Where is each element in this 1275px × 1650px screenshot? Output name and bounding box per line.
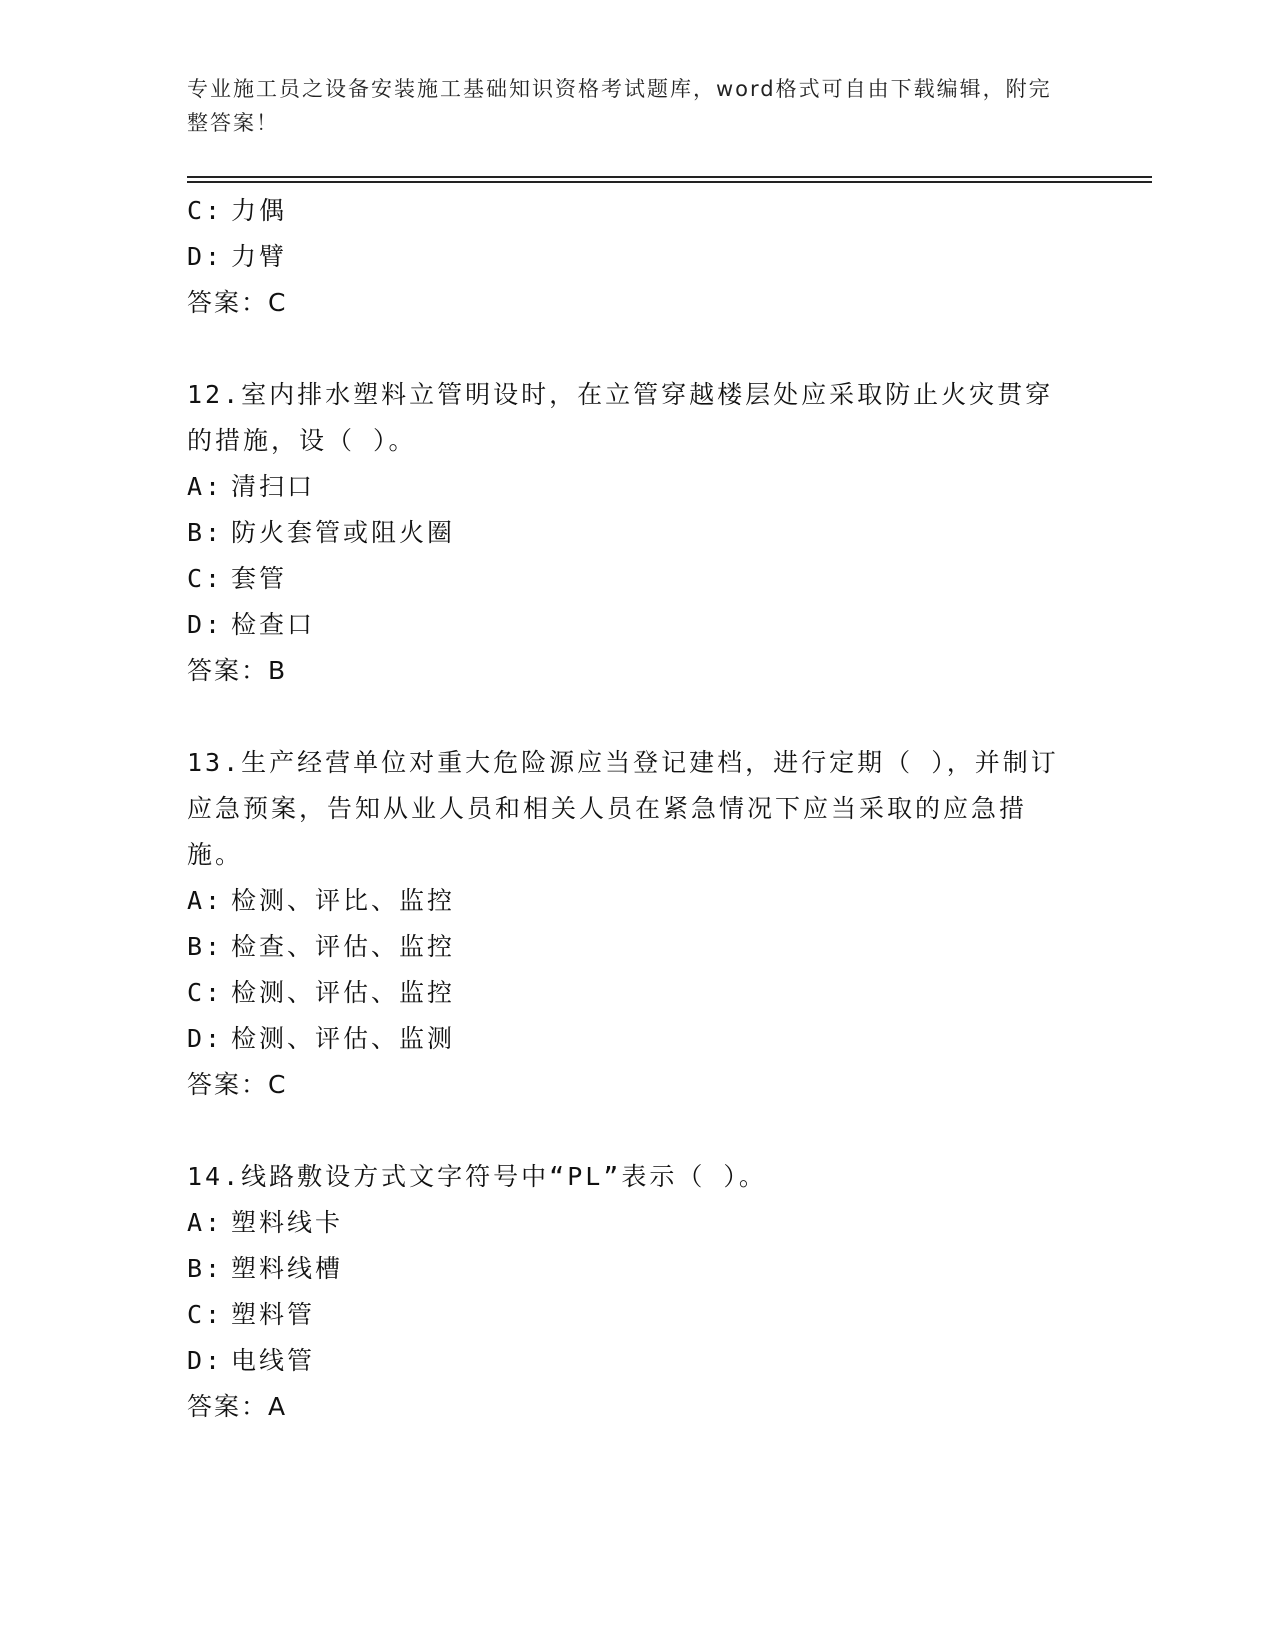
option-d bbox=[187, 602, 1087, 648]
option-letter: C: bbox=[187, 978, 224, 1007]
option-text: 检查口 bbox=[231, 610, 316, 639]
option-text: 检查、评估、监控 bbox=[231, 932, 456, 961]
option-text: 检测、评估、监控 bbox=[231, 978, 456, 1007]
option-d bbox=[187, 234, 1087, 280]
option-c bbox=[187, 970, 1087, 1016]
option-letter: D: bbox=[187, 242, 224, 271]
option-a bbox=[187, 878, 1087, 924]
option-c bbox=[187, 556, 1087, 602]
option-text: 塑料线卡 bbox=[231, 1208, 344, 1237]
option-letter: B: bbox=[187, 518, 224, 547]
question-list bbox=[187, 188, 1087, 1430]
answer: 答案：A bbox=[187, 1392, 288, 1421]
option-letter: C: bbox=[187, 564, 224, 593]
option-text: 检测、评估、监测 bbox=[231, 1024, 456, 1053]
option-text: 电线管 bbox=[231, 1346, 316, 1375]
option-text: 清扫口 bbox=[231, 472, 316, 501]
option-letter: A: bbox=[187, 1208, 224, 1237]
option-text: 力偶 bbox=[231, 196, 288, 225]
option-b bbox=[187, 510, 1087, 556]
option-letter: A: bbox=[187, 472, 224, 501]
option-b bbox=[187, 1246, 1087, 1292]
question-14 bbox=[187, 1154, 1087, 1430]
option-text: 塑料管 bbox=[231, 1300, 316, 1329]
option-letter: B: bbox=[187, 932, 224, 961]
option-text: 力臂 bbox=[231, 242, 288, 271]
option-a bbox=[187, 1200, 1087, 1246]
option-a bbox=[187, 464, 1087, 510]
document-header: 专业施工员之设备安装施工基础知识资格考试题库，word格式可自由下载编辑，附完整答案！ bbox=[187, 77, 1052, 135]
option-letter: A: bbox=[187, 886, 224, 915]
header-rule-top bbox=[187, 176, 1152, 178]
answer: 答案：B bbox=[187, 656, 288, 685]
option-b bbox=[187, 924, 1087, 970]
option-text: 防火套管或阻火圈 bbox=[231, 518, 456, 547]
option-c bbox=[187, 1292, 1087, 1338]
answer: 答案：C bbox=[187, 288, 288, 317]
option-text: 检测、评比、监控 bbox=[231, 886, 456, 915]
option-text: 塑料线槽 bbox=[231, 1254, 344, 1283]
option-text: 套管 bbox=[231, 564, 288, 593]
option-c bbox=[187, 188, 1087, 234]
option-letter: C: bbox=[187, 1300, 224, 1329]
question-stem: 13.生产经营单位对重大危险源应当登记建档，进行定期（ ），并制订应急预案，告知从业人员和相关人员在紧急情况下应当采取的应急措施。 bbox=[187, 748, 1059, 869]
option-letter: D: bbox=[187, 1024, 224, 1053]
answer: 答案：C bbox=[187, 1070, 288, 1099]
option-letter: C: bbox=[187, 196, 224, 225]
option-letter: D: bbox=[187, 1346, 224, 1375]
question-13 bbox=[187, 740, 1087, 1108]
question-12 bbox=[187, 372, 1087, 694]
header-rule-bottom bbox=[187, 181, 1152, 183]
question-11 bbox=[187, 188, 1087, 326]
option-letter: D: bbox=[187, 610, 224, 639]
question-stem: 12.室内排水塑料立管明设时，在立管穿越楼层处应采取防止火灾贯穿的措施，设（ ）。 bbox=[187, 380, 1054, 455]
question-stem: 14.线路敷设方式文字符号中“PL”表示（ ）。 bbox=[187, 1162, 767, 1191]
option-letter: B: bbox=[187, 1254, 224, 1283]
option-d bbox=[187, 1016, 1087, 1062]
option-d bbox=[187, 1338, 1087, 1384]
